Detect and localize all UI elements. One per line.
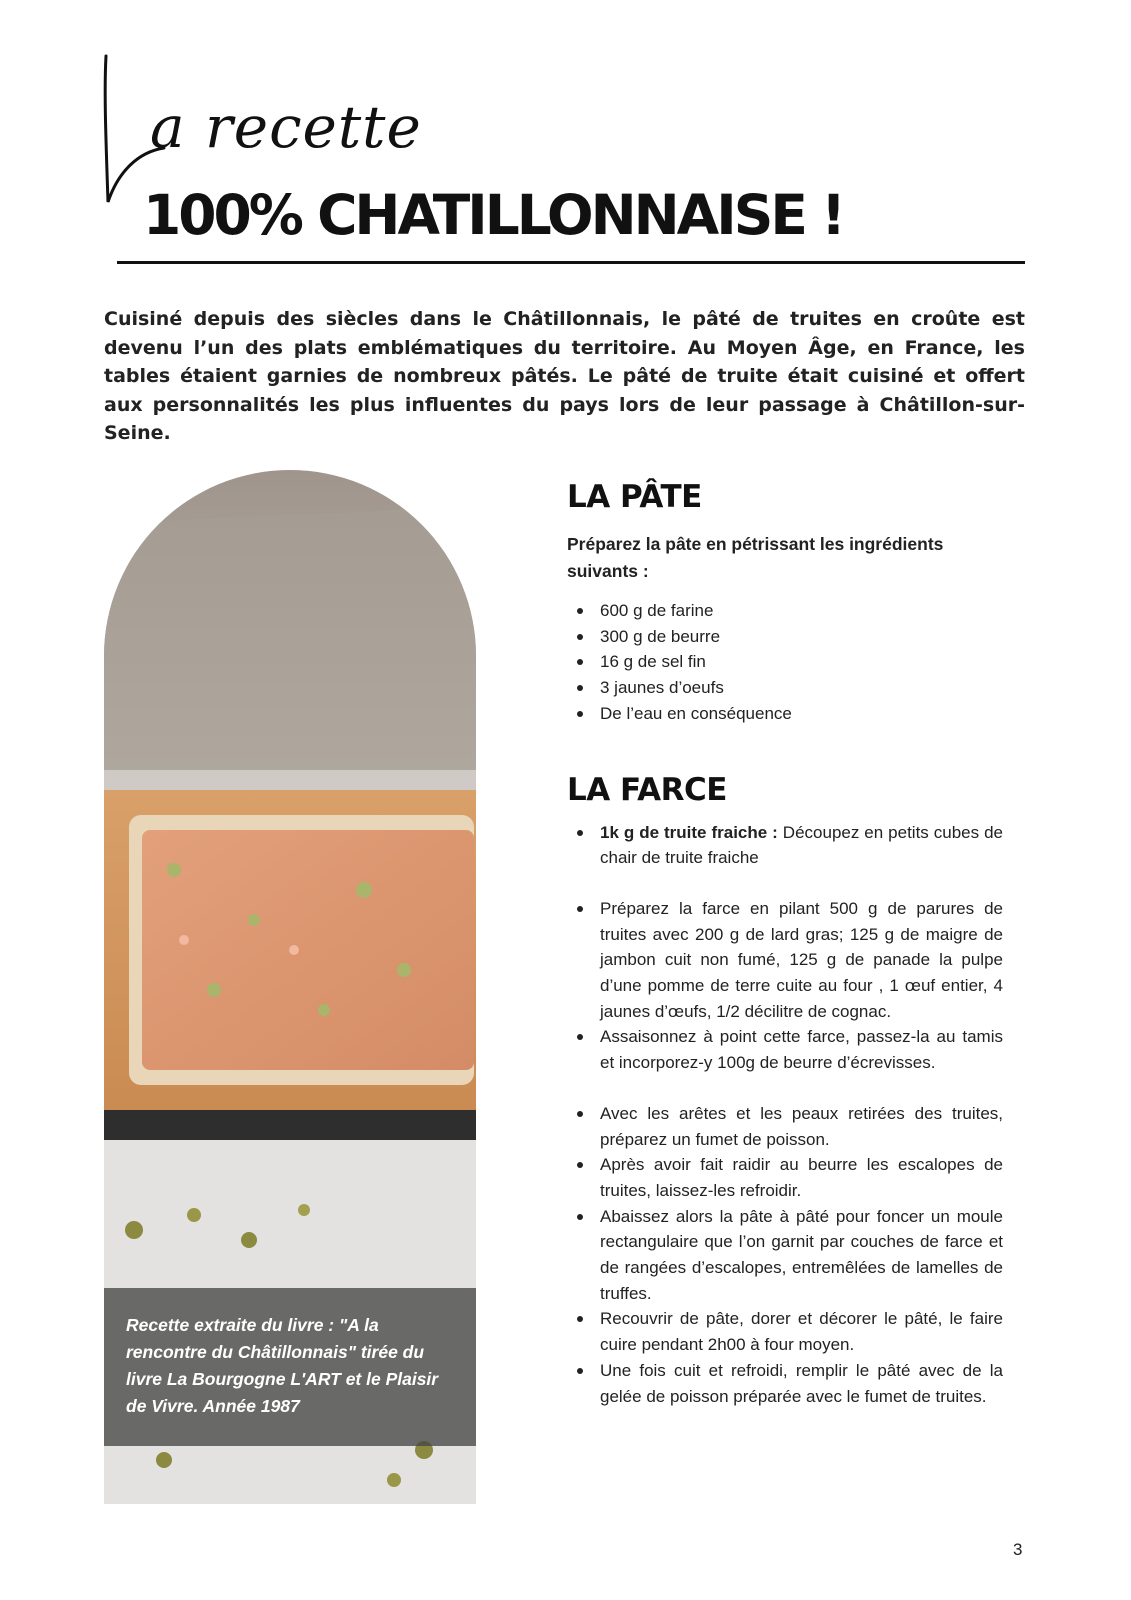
list-item: 16 g de sel fin [567, 649, 1003, 675]
list-item: Après avoir fait raidir au beurre les escalopes de truites, laissez-les refroidir. [567, 1152, 1003, 1203]
section-title-farce: LA FARCE [567, 771, 727, 808]
section-title-pate: LA PÂTE [567, 479, 702, 515]
farce-first-bold: 1k g de truite fraiche : [600, 822, 778, 842]
list-item: Avec les arêtes et les peaux retirées des truites, préparez un fumet de poisson. [567, 1101, 1003, 1152]
recipe-column [567, 479, 1003, 1409]
list-item: Assaisonnez à point cette farce, passez-la au tamis et incorporez-y 100g de beurre d’écrevisses. [567, 1024, 1003, 1075]
pate-ingredients-list [567, 598, 1003, 727]
page-number: 3 [1013, 1540, 1023, 1559]
list-item: Recouvrir de pâte, dorer et décorer le pâté, le faire cuire pendant 2h00 à four moyen. [567, 1306, 1003, 1357]
script-heading: a recette [150, 93, 422, 161]
title-divider [117, 261, 1025, 264]
page-title: 100% CHATILLONNAISE ! [143, 183, 844, 247]
list-item: De l’eau en conséquence [567, 701, 1003, 727]
list-item: 3 jaunes d’oeufs [567, 675, 1003, 701]
photo-caption: Recette extraite du livre : "A la rencontre du Châtillonnais" tirée du livre La Bourgogne L'ART et le Plaisir de Vivre. Année 1987 [104, 1288, 476, 1446]
list-item [567, 820, 1003, 871]
intro-paragraph: Cuisiné depuis des siècles dans le Châtillonnais, le pâté de truites en croûte est devenu l’un des plats emblématiques du territoire. Au Moyen Âge, en France, les tables étaient garnies de nombreux pâtés. Le pâté de truite était cuisiné et offert aux personnalités les plus influentes du pays lors de leur passage à Châtillon-sur-Seine. [104, 308, 1025, 444]
list-item: 600 g de farine [567, 598, 1003, 624]
list-item: Une fois cuit et refroidi, remplir le pâté avec de la gelée de poisson préparée avec le fumet de truites. [567, 1358, 1003, 1409]
pate-photo [104, 470, 476, 1504]
list-item: Préparez la farce en pilant 500 g de parures de truites avec 200 g de lard gras; 125 g de maigre de jambon cuit non fumé, 125 g de panade la pulpe d’une pomme de terre cuite au four , 1 œuf entier, 4 jaunes d’œufs, 1/2 décilitre de cognac. [567, 896, 1003, 1025]
farce-first-rest: Découpez en petits cubes de chair de truite fraiche [600, 822, 1003, 868]
pate-lead: Préparez la pâte en pétrissant les ingrédients suivants : [567, 534, 944, 581]
list-item: 300 g de beurre [567, 624, 1003, 650]
farce-steps-list [567, 820, 1003, 1410]
list-item: Abaissez alors la pâte à pâté pour foncer un moule rectangulaire que l’on garnit par couches de farce et de rangées d’escalopes, entremêlées de lamelles de truffes. [567, 1204, 1003, 1307]
